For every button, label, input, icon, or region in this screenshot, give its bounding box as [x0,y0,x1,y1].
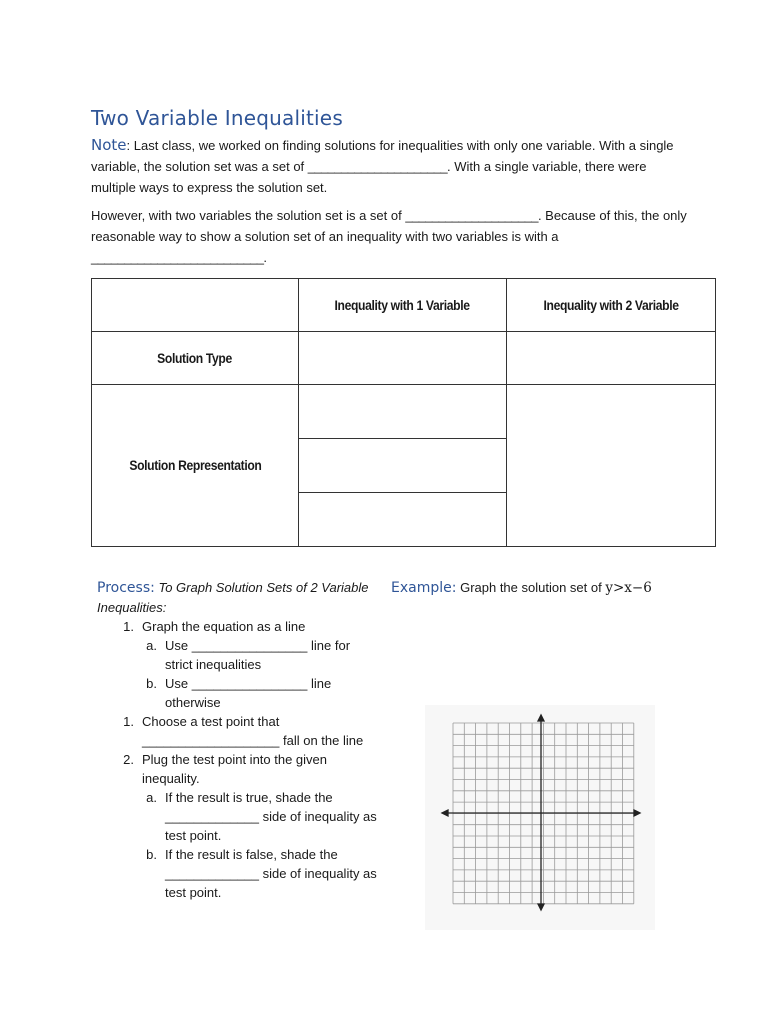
process-heading [97,578,377,617]
process-section [97,578,377,902]
table-corner-cell [92,279,299,332]
table-answer-cell[interactable] [507,385,716,547]
para2-sentence-2: . Because of this, the only reasonable way to show a solution set of an inequality with two variables is with a [91,208,687,244]
graph-background [425,705,655,930]
table-answer-cell[interactable] [507,332,716,385]
page-title: Two Variable Inequalities [91,106,343,130]
para2-sentence-3: . [263,250,268,265]
table-answer-cell[interactable] [299,332,507,385]
coordinate-grid[interactable] [425,705,655,930]
table-row [92,332,716,385]
comparison-table [91,278,716,547]
table-answer-cell[interactable] [299,493,507,547]
table-column-header: Inequality with 2 Variable [507,279,716,332]
process-label: Process: [97,580,155,596]
table-row-label: Solution Type [92,332,299,385]
table-row [92,385,716,439]
table-column-header: Inequality with 1 Variable [299,279,507,332]
list-item: b. If the result is false, shade the _____________ side of inequality as test point. [146,847,377,900]
table-answer-cell[interactable] [299,439,507,493]
answer-blank[interactable]: ____________________ [405,208,538,223]
note-label: Note [91,136,127,154]
para2-sentence-1: However, with two variables the solution set is a set of [91,208,406,223]
table-row-label: Solution Representation [92,385,299,547]
two-variable-paragraph [91,205,691,268]
example-text: Graph the solution set of [456,580,606,595]
note-sentence-1: Last class, we worked on finding solutions for inequalities with only one variable. With a single variable, the solution set was a set of [91,138,674,174]
list-item: b. Use ________________ line otherwise [146,676,332,710]
example-label: Example: [391,580,457,596]
table-header-row [92,279,716,332]
table-answer-cell[interactable] [299,385,507,439]
list-item: a. Use ________________ line for strict inequalities [146,638,351,672]
process-subtitle: To Graph Solution Sets of 2 Variable Inequalities: [97,580,369,615]
list-item: 2. Plug the test point into the given inequality. [123,752,328,786]
list-item: 1. Graph the equation as a line [123,619,306,634]
answer-blank[interactable]: __________________________ [91,250,264,265]
note-colon: : [126,138,131,153]
note-sentence-2: . With a single variable, there were multiple ways to express the solution set. [91,159,647,195]
note-paragraph [91,135,691,198]
answer-blank[interactable]: _____________________ [307,159,448,174]
list-item: 1. Choose a test point that ___________________ fall on the line [123,714,364,748]
list-item: a. If the result is true, shade the _____________ side of inequality as test point. [146,790,377,843]
example-inequality: y>x−6 [605,580,652,596]
example-section [391,578,652,598]
